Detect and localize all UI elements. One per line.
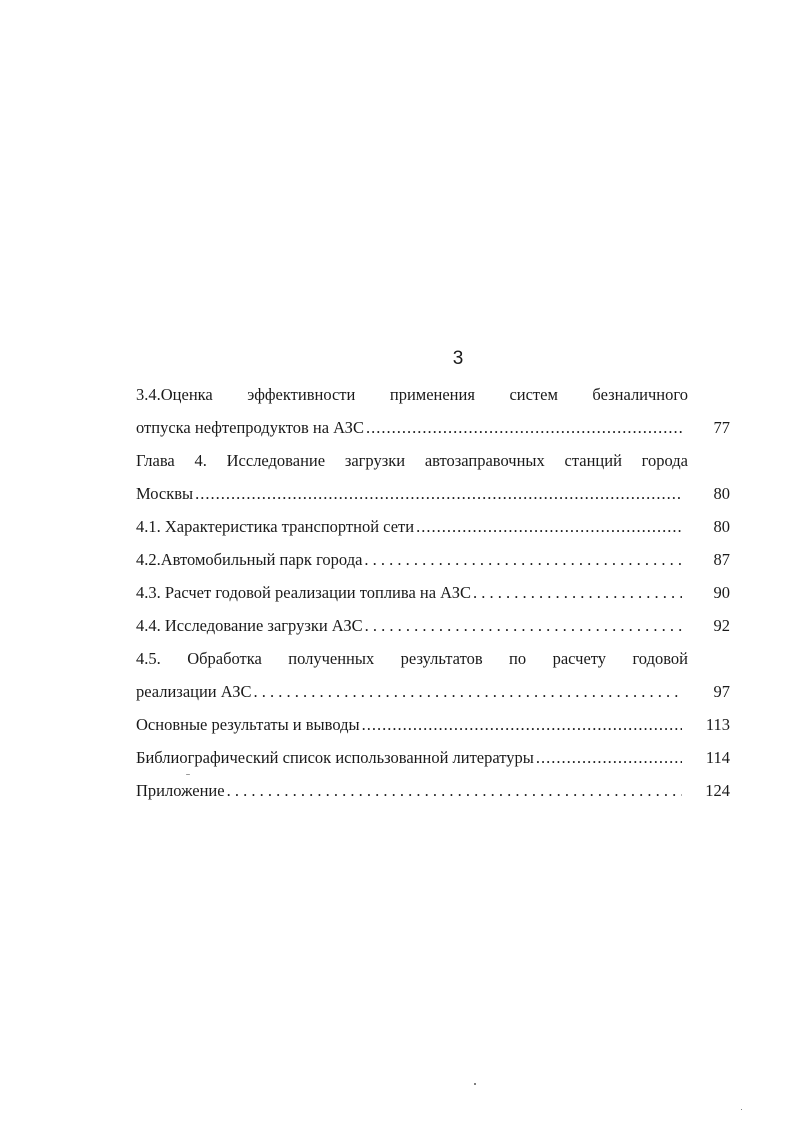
toc-entry-text: 4.4. Исследование загрузки АЗС bbox=[136, 616, 363, 635]
scan-speck bbox=[741, 1109, 742, 1110]
toc-entry-text: отпуска нефтепродуктов на АЗС bbox=[136, 418, 364, 437]
toc-entry-text: реализации АЗС bbox=[136, 682, 252, 701]
toc-entry-4-1 bbox=[136, 510, 730, 543]
toc-entry-text: 4.2.Автомобильный парк города bbox=[136, 550, 363, 569]
toc-page-ref: 114 bbox=[705, 748, 730, 767]
toc-entry-text: 4.3. Расчет годовой реализации топлива на АЗС bbox=[136, 583, 471, 602]
dot-leader bbox=[365, 609, 682, 642]
toc-page-ref: 113 bbox=[705, 715, 730, 734]
toc-entry-text: 4.5. Обработка полученных результатов по расчету годовой bbox=[136, 649, 688, 668]
toc-entry-text: Основные результаты и выводы bbox=[136, 715, 360, 734]
toc-page-ref: 80 bbox=[713, 484, 730, 503]
scan-speck bbox=[186, 774, 190, 775]
toc-entry-bibliography bbox=[136, 741, 730, 774]
toc-entry-4-3 bbox=[136, 576, 730, 609]
toc-entry-text: Библиографический список использованной литературы bbox=[136, 748, 534, 767]
toc-page-ref: 87 bbox=[713, 550, 730, 569]
table-of-contents bbox=[136, 378, 730, 807]
dot-leader bbox=[416, 510, 682, 543]
scan-speck bbox=[474, 1083, 476, 1085]
toc-page-ref: 90 bbox=[713, 583, 730, 602]
dot-leader bbox=[473, 576, 682, 609]
toc-entry-text: 4.1. Характеристика транспортной сети bbox=[136, 517, 415, 536]
dot-leader bbox=[364, 543, 682, 576]
dot-leader bbox=[362, 708, 682, 741]
toc-page-ref: 97 bbox=[713, 682, 730, 701]
page-number: 3 bbox=[452, 348, 464, 369]
dot-leader bbox=[254, 675, 682, 708]
toc-entry-text: Москвы bbox=[136, 484, 194, 503]
toc-entry-text: 3.4.Оценка эффективности применения систем безналичного bbox=[136, 385, 688, 404]
toc-entry-appendix bbox=[136, 774, 730, 807]
toc-entry-text: Приложение bbox=[136, 781, 225, 800]
toc-page-ref: 92 bbox=[713, 616, 730, 635]
toc-entry-3-4 bbox=[136, 378, 730, 444]
toc-page-ref: 124 bbox=[705, 781, 730, 800]
dot-leader bbox=[195, 477, 682, 510]
dot-leader bbox=[536, 741, 682, 774]
toc-entry-text: Глава 4. Исследование загрузки автозаправочных станций города bbox=[136, 451, 688, 470]
toc-page-ref: 77 bbox=[713, 418, 730, 437]
dot-leader bbox=[366, 411, 682, 444]
toc-entry-chapter-4 bbox=[136, 444, 730, 510]
toc-page-ref: 80 bbox=[713, 517, 730, 536]
toc-entry-results bbox=[136, 708, 730, 741]
toc-entry-4-2 bbox=[136, 543, 730, 576]
dot-leader bbox=[227, 774, 682, 807]
toc-entry-4-5 bbox=[136, 642, 730, 708]
toc-entry-4-4 bbox=[136, 609, 730, 642]
